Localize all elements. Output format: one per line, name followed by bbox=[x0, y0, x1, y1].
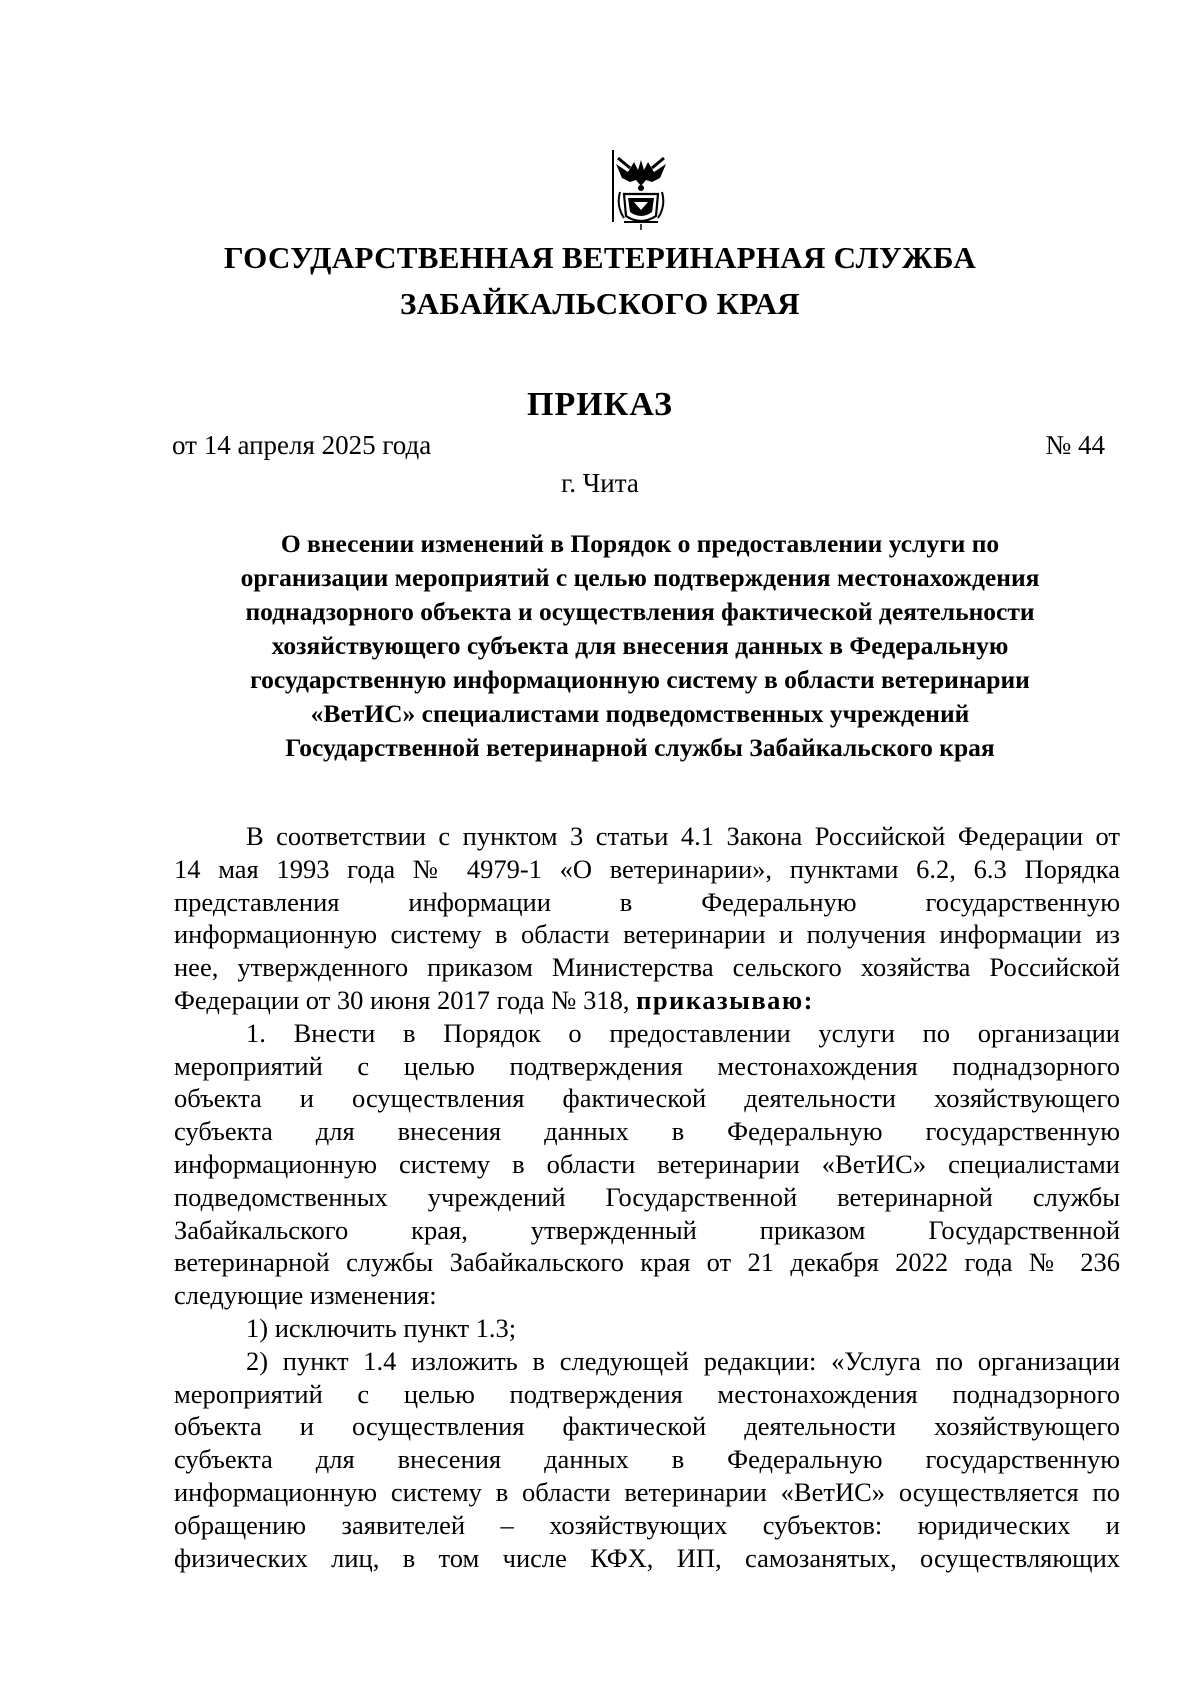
title-line: организации мероприятий с целью подтверждения местонахождения bbox=[240, 563, 1040, 592]
document-title bbox=[190, 527, 1090, 765]
body-line: информационную систему в области ветеринарии «ВетИС» осуществляется по bbox=[174, 1476, 1120, 1507]
body-line: следующие изменения: bbox=[174, 1280, 437, 1311]
body-line: нее, утвержденного приказом Министерства сельского хозяйства Российской bbox=[174, 952, 1120, 983]
title-line: поднадзорного объекта и осуществления фактической деятельности bbox=[245, 597, 1035, 626]
body-line: представления информации в Федеральную государственную bbox=[174, 886, 1120, 917]
body-line: 1. Внести в Порядок о предоставлении услуги по организации bbox=[246, 1017, 1120, 1048]
title-line: «ВетИС» специалистами подведомственных учреждений bbox=[310, 699, 970, 728]
body-line: объекта и осуществления фактической деятельности хозяйствующего bbox=[174, 1411, 1120, 1442]
document-number: № 44 bbox=[1045, 430, 1105, 460]
document-type-heading: ПРИКАЗ bbox=[527, 386, 673, 423]
agency-name-line1: ГОСУДАРСТВЕННАЯ ВЕТЕРИНАРНАЯ СЛУЖБА bbox=[223, 240, 977, 275]
title-line: Государственной ветеринарной службы Забайкальского края bbox=[285, 733, 995, 762]
body-line bbox=[174, 984, 1120, 1017]
body-line: объекта и осуществления фактической деятельности хозяйствующего bbox=[174, 1083, 1120, 1114]
body-line: Забайкальского края, утвержденный приказом Государственной bbox=[174, 1214, 1120, 1245]
body-line: субъекта для внесения данных в Федеральную государственную bbox=[174, 1116, 1120, 1147]
decree-word: приказываю: bbox=[636, 984, 814, 1015]
document-body bbox=[174, 820, 1120, 1574]
document-city: г. Чита bbox=[561, 468, 639, 498]
body-line: подведомственных учреждений Государственной ветеринарной службы bbox=[174, 1181, 1120, 1212]
body-line: 1) исключить пункт 1.3; bbox=[246, 1312, 517, 1343]
body-line: информационную систему в области ветеринарии и получения информации из bbox=[174, 919, 1120, 950]
coat-of-arms-eagle-icon bbox=[610, 148, 672, 232]
body-line: субъекта для внесения данных в Федеральную государственную bbox=[174, 1444, 1120, 1475]
body-line: информационную систему в области ветеринарии «ВетИС» специалистами bbox=[174, 1148, 1120, 1179]
body-line: физических лиц, в том числе КФХ, ИП, самозанятых, осуществляющих bbox=[174, 1542, 1120, 1573]
title-line: О внесении изменений в Порядок о предоставлении услуги по bbox=[280, 529, 1000, 558]
body-line: обращению заявителей – хозяйствующих субъектов: юридических и bbox=[174, 1509, 1120, 1540]
document-date: от 14 апреля 2025 года bbox=[172, 430, 432, 460]
body-line: мероприятий с целью подтверждения местонахождения поднадзорного bbox=[174, 1050, 1120, 1081]
body-line: 14 мая 1993 года № 4979-1 «О ветеринарии», пунктами 6.2, 6.3 Порядка bbox=[174, 853, 1120, 884]
body-line: 2) пункт 1.4 изложить в следующей редакции: «Услуга по организации bbox=[246, 1345, 1120, 1376]
agency-name-line2: ЗАБАЙКАЛЬСКОГО КРАЯ bbox=[400, 286, 800, 321]
body-line: мероприятий с целью подтверждения местонахождения поднадзорного bbox=[174, 1378, 1120, 1409]
body-line-text: Федерации от 30 июня 2017 года № 318, bbox=[174, 984, 630, 1015]
title-line: хозяйствующего субъекта для внесения данных в Федеральную bbox=[271, 631, 1009, 660]
title-line: государственную информационную систему в области ветеринарии bbox=[250, 665, 1030, 694]
body-line: ветеринарной службы Забайкальского края от 21 декабря 2022 года № 236 bbox=[174, 1247, 1120, 1278]
body-line: В соответствии с пунктом 3 статьи 4.1 Закона Российской Федерации от bbox=[246, 821, 1120, 851]
